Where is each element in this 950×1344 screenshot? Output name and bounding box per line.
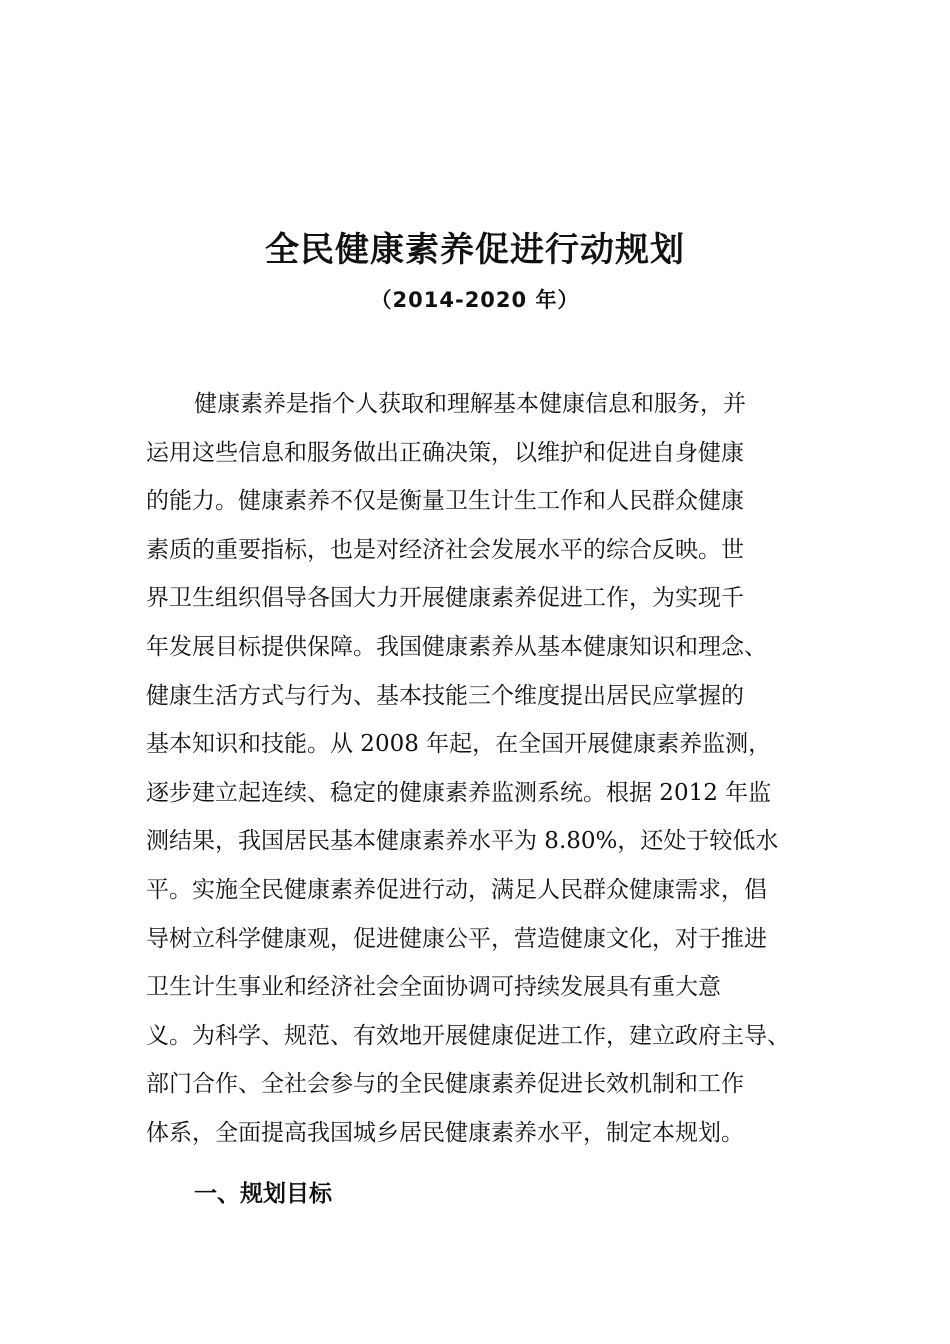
paragraph-line: 运用这些信息和服务做出正确决策，以维护和促进自身健康 xyxy=(146,439,744,466)
paragraph-line: 测结果，我国居民基本健康素养水平为 8.80%，还处于较低水 xyxy=(146,828,779,855)
paragraph-line: 部门合作、全社会参与的全民健康素养促进长效机制和工作 xyxy=(146,1071,744,1098)
paragraph-line: 平。实施全民健康素养促进行动，满足人民群众健康需求，倡 xyxy=(146,876,767,903)
paragraph-line: 健康生活方式与行为、基本技能三个维度提出居民应掌握的 xyxy=(146,682,744,709)
paragraph-line: 年发展目标提供保障。我国健康素养从基本健康知识和理念、 xyxy=(146,633,767,660)
document-title: 全民健康素养促进行动规划 xyxy=(265,230,685,270)
section-heading: 一、规划目标 xyxy=(194,1181,332,1207)
document-subtitle: （2014-2020 年） xyxy=(370,288,580,312)
paragraph-line: 健康素养是指个人获取和理解基本健康信息和服务，并 xyxy=(194,391,746,417)
paragraph-line: 基本知识和技能。从 2008 年起，在全国开展健康素养监测， xyxy=(146,731,772,758)
paragraph-line: 导树立科学健康观，促进健康公平，营造健康文化，对于推进 xyxy=(146,925,767,952)
paragraph-line: 素质的重要指标，也是对经济社会发展水平的综合反映。世 xyxy=(146,536,744,563)
intro-paragraph xyxy=(146,380,822,1158)
paragraph-line: 义。为科学、规范、有效地开展健康促进工作，建立政府主导、 xyxy=(146,1022,790,1049)
paragraph-line: 卫生计生事业和经济社会全面协调可持续发展具有重大意 xyxy=(146,974,721,1001)
paragraph-line: 逐步建立起连续、稳定的健康素养监测系统。根据 2012 年监 xyxy=(146,779,772,806)
paragraph-line: 界卫生组织倡导各国大力开展健康素养促进工作，为实现千 xyxy=(146,585,744,612)
paragraph-line: 体系，全面提高我国城乡居民健康素养水平，制定本规划。 xyxy=(146,1119,744,1146)
paragraph-line: 的能力。健康素养不仅是衡量卫生计生工作和人民群众健康 xyxy=(146,488,744,515)
